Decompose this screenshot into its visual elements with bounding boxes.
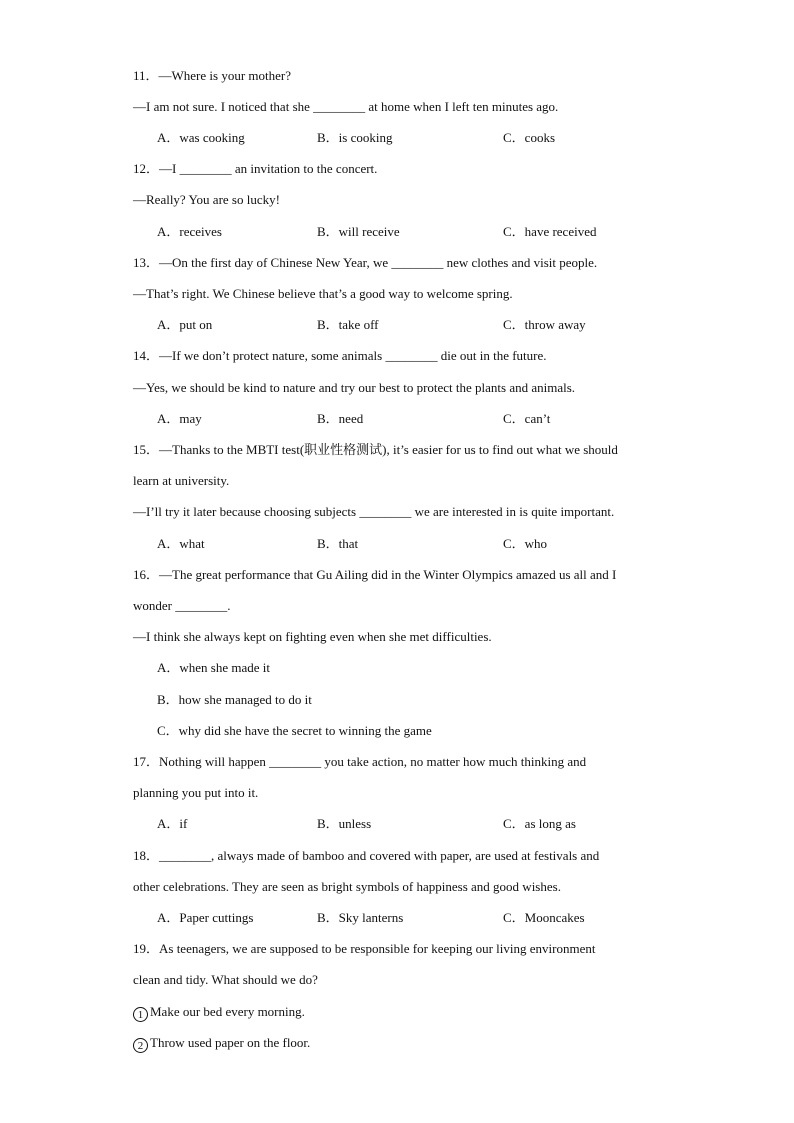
- q13-option-a: A．put on: [157, 317, 213, 332]
- q11-option-b: B．is cooking: [317, 130, 393, 145]
- q12-option-a: A．receives: [157, 224, 222, 239]
- q15-line-1: 15．—Thanks to the MBTI test(职业性格测试), it’s easier for us to find out what we should: [133, 442, 618, 457]
- q15-option-a: A．what: [157, 536, 205, 551]
- q16-option-a: A．when she made it: [157, 660, 271, 675]
- q17-line-2: planning you put into it.: [133, 785, 259, 800]
- q12-option-b: B．will receive: [317, 224, 400, 239]
- q11-option-a: A．was cooking: [157, 130, 245, 145]
- q19-item-2: [133, 1035, 310, 1051]
- q19-item-1: [133, 1004, 305, 1020]
- q16-option-b: B．how she managed to do it: [157, 692, 312, 707]
- q19-line-2: clean and tidy. What should we do?: [133, 972, 318, 987]
- q11-line-1: 11．—Where is your mother?: [133, 68, 291, 83]
- q13-option-c: C．throw away: [503, 317, 586, 332]
- q17-option-c: C．as long as: [503, 816, 576, 831]
- q13-line-2: —That’s right. We Chinese believe that’s a good way to welcome spring.: [133, 286, 513, 301]
- q11-option-c: C．cooks: [503, 130, 556, 145]
- q19-line-1: 19．As teenagers, we are supposed to be responsible for keeping our living environment: [133, 941, 596, 956]
- q16-option-c: C．why did she have the secret to winning the game: [157, 723, 432, 738]
- q19-item-1-text: Make our bed every morning.: [150, 1004, 305, 1019]
- q15-option-b: B．that: [317, 536, 359, 551]
- q14-option-b: B．need: [317, 411, 364, 426]
- q11-line-2: —I am not sure. I noticed that she ________ at home when I left ten minutes ago.: [133, 99, 559, 114]
- q14-option-a: A．may: [157, 411, 202, 426]
- q12-line-2: —Really? You are so lucky!: [133, 192, 280, 207]
- q15-line-2: learn at university.: [133, 473, 230, 488]
- q17-option-b: B．unless: [317, 816, 372, 831]
- circled-number-marker: 1: [133, 1007, 148, 1022]
- q18-line-2: other celebrations. They are seen as bright symbols of happiness and good wishes.: [133, 879, 561, 894]
- q14-option-c: C．can’t: [503, 411, 551, 426]
- q18-line-1: 18．________, always made of bamboo and covered with paper, are used at festivals and: [133, 848, 600, 863]
- q18-option-c: C．Mooncakes: [503, 910, 585, 925]
- q12-option-c: C．have received: [503, 224, 597, 239]
- q17-option-a: A．if: [157, 816, 188, 831]
- q18-option-a: A．Paper cuttings: [157, 910, 254, 925]
- circled-number-marker: 2: [133, 1038, 148, 1053]
- q15-line-3: —I’ll try it later because choosing subjects ________ we are interested in is quite important.: [133, 504, 615, 519]
- q16-line-1: 16．—The great performance that Gu Ailing did in the Winter Olympics amazed us all and I: [133, 567, 617, 582]
- q12-line-1: 12．—I ________ an invitation to the concert.: [133, 161, 378, 176]
- q16-line-2: wonder ________.: [133, 598, 231, 613]
- q14-line-2: —Yes, we should be kind to nature and try our best to protect the plants and animals.: [133, 380, 576, 395]
- q13-line-1: 13．—On the first day of Chinese New Year, we ________ new clothes and visit people.: [133, 255, 598, 270]
- q16-line-3: —I think she always kept on fighting even when she met difficulties.: [133, 629, 492, 644]
- q19-item-2-text: Throw used paper on the floor.: [150, 1035, 311, 1050]
- q15-option-c: C．who: [503, 536, 548, 551]
- q17-line-1: 17．Nothing will happen ________ you take action, no matter how much thinking and: [133, 754, 587, 769]
- q14-line-1: 14．—If we don’t protect nature, some animals ________ die out in the future.: [133, 348, 547, 363]
- q13-option-b: B．take off: [317, 317, 379, 332]
- q18-option-b: B．Sky lanterns: [317, 910, 404, 925]
